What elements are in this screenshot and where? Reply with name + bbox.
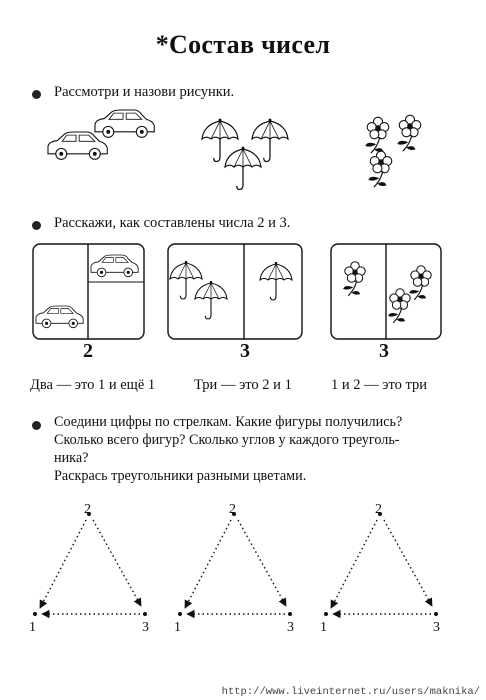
triangle-3 bbox=[324, 512, 438, 616]
task-3-line: Раскрась треугольники разными цветами. bbox=[54, 468, 307, 484]
vertex-label-top: 2 bbox=[84, 502, 91, 517]
card-umbrellas bbox=[168, 244, 302, 339]
card-caption: 1 и 2 — это три bbox=[331, 377, 428, 393]
card-cars bbox=[33, 244, 144, 339]
vertex-label-top: 2 bbox=[229, 502, 236, 517]
vertex-label-right: 3 bbox=[433, 620, 440, 635]
card-number: 3 bbox=[379, 340, 389, 362]
vertex-label-left: 1 bbox=[29, 620, 36, 635]
vertex-label-right: 3 bbox=[287, 620, 294, 635]
vertex-label-left: 1 bbox=[174, 620, 181, 635]
page-title: *Состав чисел bbox=[155, 30, 331, 59]
card-caption: Три — это 2 и 1 bbox=[194, 377, 292, 393]
task-3-line: Соедини цифры по стрелкам. Какие фигуры получились? bbox=[54, 414, 403, 430]
vertex-label-top: 2 bbox=[375, 502, 382, 517]
cars-pair-illustration bbox=[48, 110, 154, 159]
triangle-1 bbox=[33, 512, 147, 616]
task-3-line: ника? bbox=[54, 450, 89, 466]
task-1-text: Рассмотри и назови рисунки. bbox=[54, 84, 235, 100]
footer-url: http://www.liveinternet.ru/users/maknika/ bbox=[221, 686, 480, 698]
task-2-text: Расскажи, как составлены числа 2 и 3. bbox=[54, 215, 291, 231]
card-caption: Два — это 1 и ещё 1 bbox=[30, 377, 156, 393]
umbrellas-three-illustration bbox=[202, 119, 288, 190]
flowers-three-illustration bbox=[365, 115, 420, 187]
card-number: 2 bbox=[83, 340, 93, 362]
triangle-2 bbox=[178, 512, 292, 616]
task-3-line: Сколько всего фигур? Сколько углов у каждого треуголь- bbox=[54, 432, 400, 448]
card-flowers bbox=[331, 244, 441, 339]
vertex-label-right: 3 bbox=[142, 620, 149, 635]
vertex-label-left: 1 bbox=[320, 620, 327, 635]
card-number: 3 bbox=[240, 340, 250, 362]
